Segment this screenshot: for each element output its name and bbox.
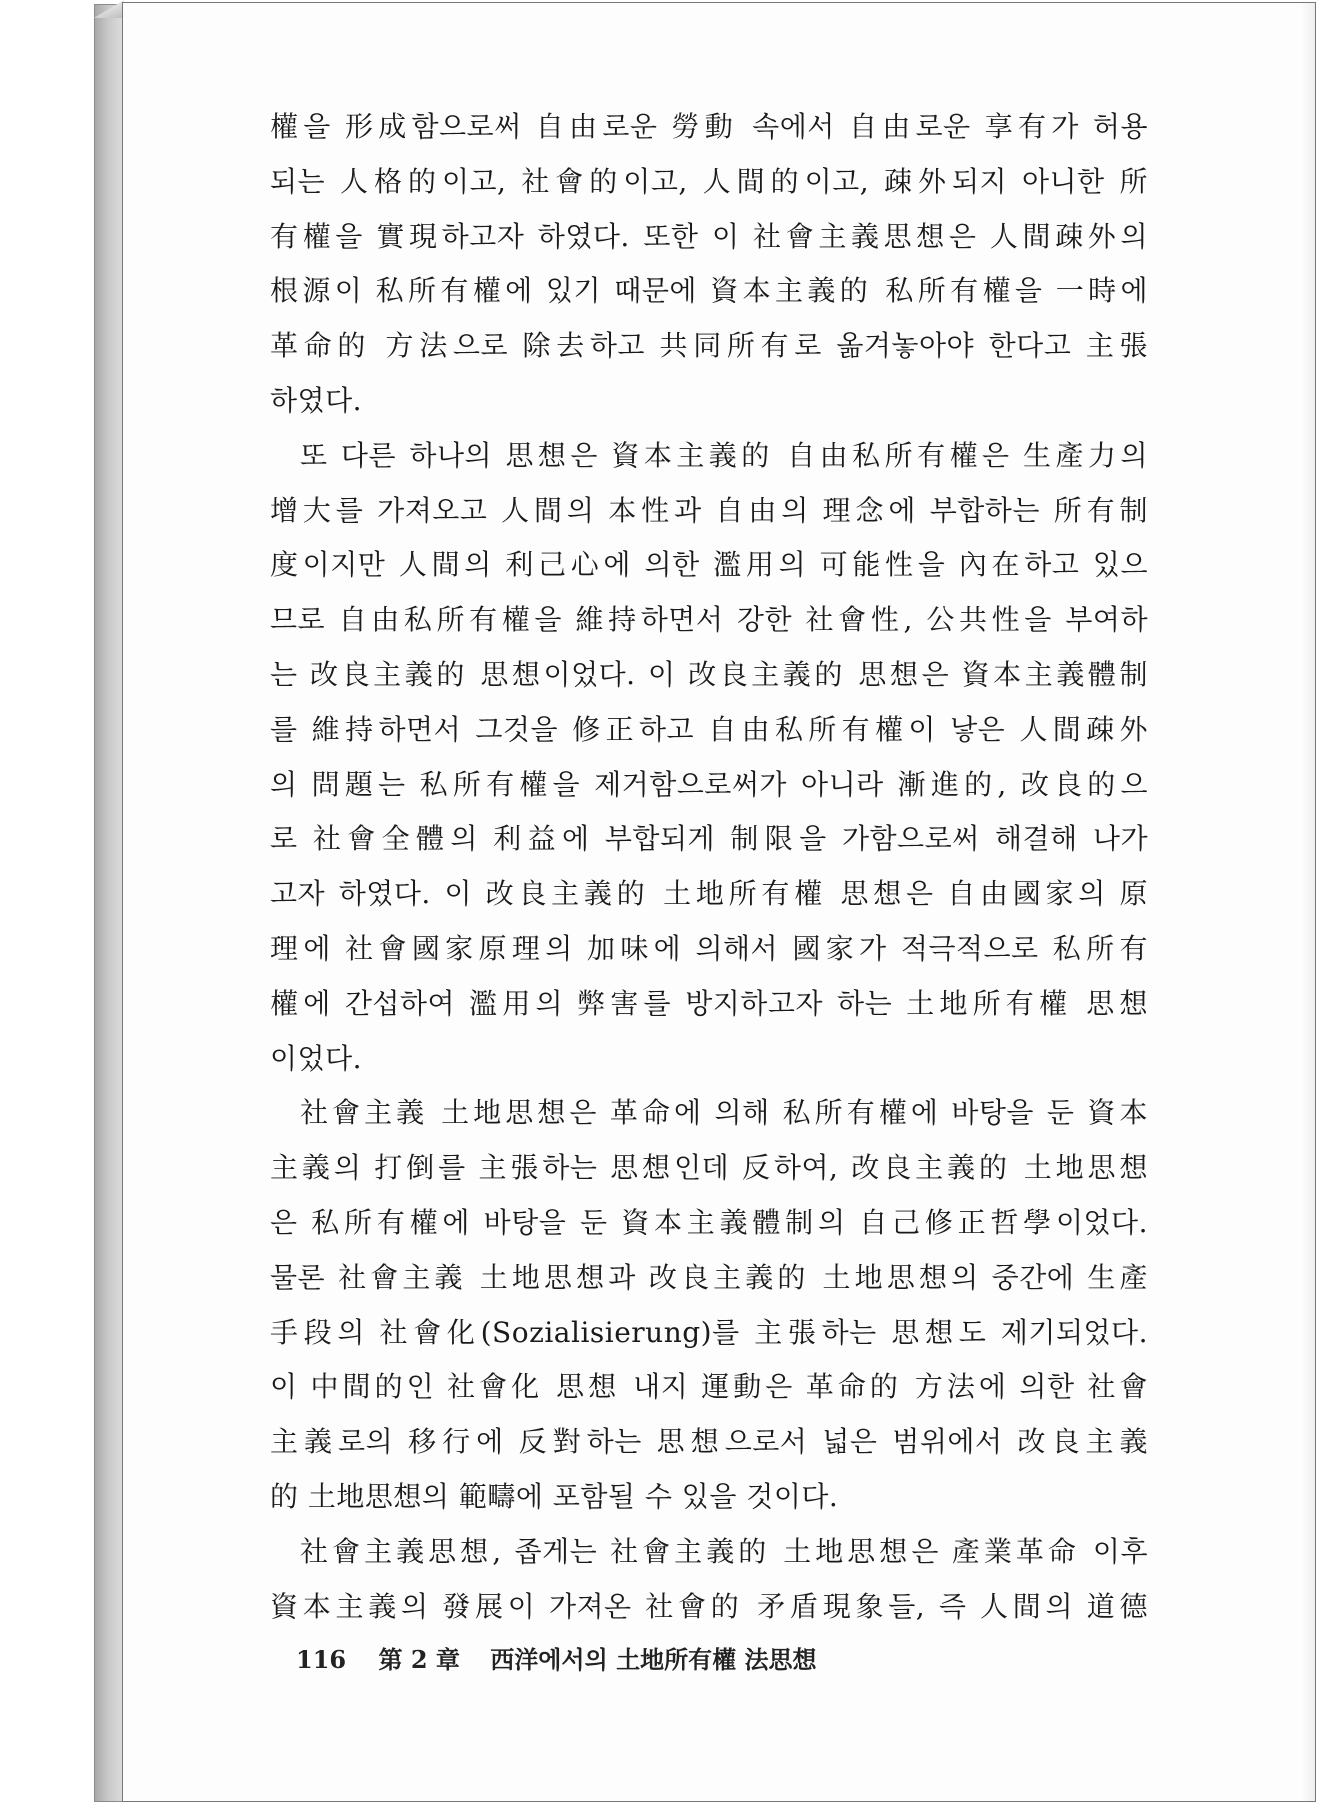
text-line: 는 改良主義的 思想이었다. 이 改良主義的 思想은 資本主義體制 bbox=[270, 657, 1148, 691]
text-line: 度이지만 人間의 利己心에 의한 濫用의 可能性을 內在하고 있으 bbox=[270, 548, 1148, 582]
text-line: 主義로의 移行에 反對하는 思想으로서 넓은 범위에서 改良主義 bbox=[270, 1425, 1148, 1459]
text-line: 하였다. bbox=[270, 383, 363, 417]
chapter-label: 第 2 章 bbox=[378, 1645, 460, 1674]
text-line: 은 私所有權에 바탕을 둔 資本主義體制의 自己修正哲學이었다. bbox=[270, 1205, 1148, 1239]
text-line: 理에 社會國家原理의 加味에 의해서 國家가 적극적으로 私所有 bbox=[270, 931, 1148, 965]
text-line: 根源이 私所有權에 있기 때문에 資本主義的 私所有權을 一時에 bbox=[270, 274, 1148, 308]
text-line: 되는 人格的이고, 社會的이고, 人間的이고, 疎外되지 아니한 所 bbox=[270, 164, 1148, 198]
book-spine bbox=[94, 4, 124, 1802]
text-line: 增大를 가져오고 人間의 本性과 自由의 理念에 부합하는 所有制 bbox=[270, 493, 1148, 527]
page-footer bbox=[296, 1640, 817, 1675]
paragraph-start-line: 또 다른 하나의 思想은 資本主義的 自由私所有權은 生產力의 bbox=[300, 438, 1148, 472]
paragraph-start-line: 社會主義思想, 좁게는 社會主義的 土地思想은 產業革命 이후 bbox=[300, 1534, 1148, 1568]
text-line: 資本主義의 發展이 가져온 社會的 矛盾現象들, 즉 人間의 道德 bbox=[270, 1589, 1148, 1623]
text-line: 權에 간섭하여 濫用의 弊害를 방지하고자 하는 土地所有權 思想 bbox=[270, 986, 1148, 1020]
text-line: 有權을 實現하고자 하였다. 또한 이 社會主義思想은 人間疎外의 bbox=[270, 219, 1148, 253]
text-line: 므로 自由私所有權을 維持하면서 강한 社會性, 公共性을 부여하 bbox=[270, 603, 1148, 637]
text-line: 的 土地思想의 範疇에 포함될 수 있을 것이다. bbox=[270, 1479, 839, 1513]
text-line: 主義의 打倒를 主張하는 思想인데 反하여, 改良主義的 土地思想 bbox=[270, 1151, 1148, 1185]
text-line: 고자 하였다. 이 改良主義的 土地所有權 思想은 自由國家의 原 bbox=[270, 877, 1148, 911]
text-line: 로 社會全體의 利益에 부합되게 制限을 가함으로써 해결해 나가 bbox=[270, 822, 1148, 856]
text-line: 의 問題는 私所有權을 제거함으로써가 아니라 漸進的, 改良的으 bbox=[270, 767, 1148, 801]
text-line: 물론 社會主義 土地思想과 改良主義的 土地思想의 중간에 生產 bbox=[270, 1260, 1148, 1294]
page-edge-shadow bbox=[1301, 3, 1315, 1801]
body-text bbox=[270, 100, 1148, 1634]
text-line: 權을 形成함으로써 自由로운 勞動 속에서 自由로운 享有가 허용 bbox=[270, 110, 1148, 143]
text-line: 를 維持하면서 그것을 修正하고 自由私所有權이 낳은 人間疎外 bbox=[270, 712, 1148, 746]
paragraph-start-line: 社會主義 土地思想은 革命에 의해 私所有權에 바탕을 둔 資本 bbox=[300, 1096, 1148, 1130]
text-line: 이 中間的인 社會化 思想 내지 運動은 革命的 方法에 의한 社會 bbox=[270, 1370, 1148, 1404]
page-number: 116 bbox=[296, 1645, 347, 1674]
text-line: 革命的 方法으로 除去하고 共同所有로 옮겨놓아야 한다고 主張 bbox=[270, 329, 1148, 363]
text-line: 이었다. bbox=[270, 1041, 363, 1075]
text-line: 手段의 社會化(Sozialisierung)를 主張하는 思想도 제기되었다. bbox=[270, 1315, 1148, 1349]
chapter-title: 西洋에서의 土地所有權 法思想 bbox=[490, 1645, 817, 1674]
